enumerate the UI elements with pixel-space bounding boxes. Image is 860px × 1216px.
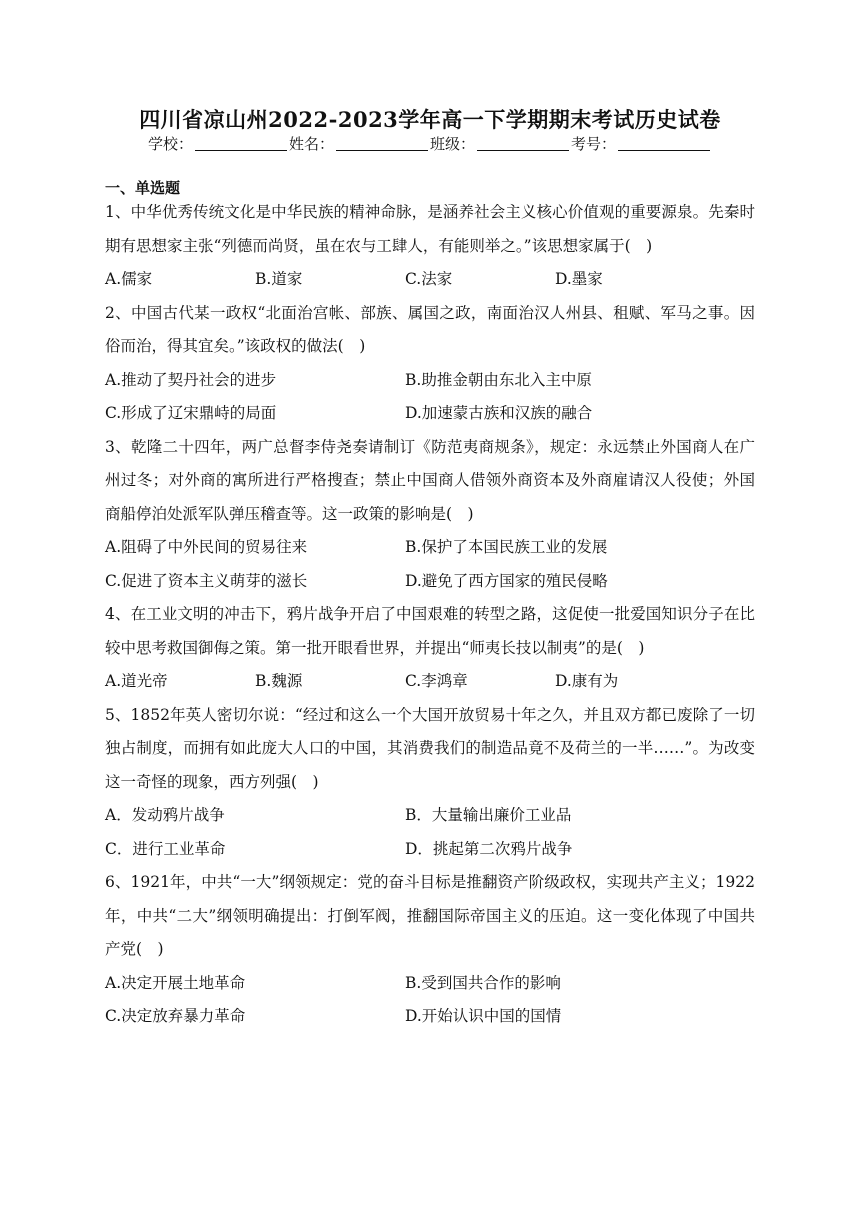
school-blank xyxy=(195,136,287,151)
question-stem: 3、乾隆二十四年，两广总督李侍尧奏请制订《防范夷商规条》，规定：永远禁止外国商人在广州过冬；对外商的寓所进行严格搜查；禁止中国商人借领外商资本及外商雇请汉人役使；外国商船停泊处派军队弹压稽查等。这一政策的影响是( ) xyxy=(105,437,755,523)
options-row xyxy=(105,967,755,1001)
options-row xyxy=(105,799,755,833)
school-label: 学校： xyxy=(147,135,193,153)
exam-title: 四川省凉山州2022-2023学年高一下学期期末考试历史试卷 xyxy=(139,107,721,132)
question-list xyxy=(105,196,755,1034)
option-c: C．进行工业革命 xyxy=(105,839,226,858)
option-a: A.道光帝 xyxy=(105,672,168,690)
option-d: D.加速蒙古族和汉族的融合 xyxy=(405,404,593,422)
question-3 xyxy=(105,431,755,599)
name-label: 姓名： xyxy=(288,135,334,153)
option-c: C.决定放弃暴力革命 xyxy=(105,1007,246,1025)
option-c: C.法家 xyxy=(405,270,453,288)
question-6 xyxy=(105,866,755,1034)
options-row xyxy=(105,565,755,599)
option-d: D．挑起第二次鸦片战争 xyxy=(405,839,573,858)
option-d: D.墨家 xyxy=(555,270,603,288)
class-blank xyxy=(477,136,569,151)
option-d: D.康有为 xyxy=(555,672,619,690)
exam-number-blank xyxy=(618,136,710,151)
option-c: C.李鸿章 xyxy=(405,672,468,690)
student-info-line xyxy=(0,133,860,154)
option-b: B.保护了本国民族工业的发展 xyxy=(405,538,608,556)
question-2 xyxy=(105,297,755,431)
option-b: B.魏源 xyxy=(255,672,303,690)
question-stem: 6、1921年，中共“一大”纲领规定：党的奋斗目标是推翻资产阶级政权，实现共产主义；1922年，中共“二大”纲领明确提出：打倒军阀，推翻国际帝国主义的压迫。这一变化体现了中国共产党( ) xyxy=(105,873,755,958)
exam-number-label: 考号： xyxy=(571,135,617,153)
option-b: B.受到国共合作的影响 xyxy=(405,973,561,992)
option-d: D.避免了西方国家的殖民侵略 xyxy=(405,571,608,590)
option-a: A.儒家 xyxy=(105,270,153,288)
options-row xyxy=(105,665,755,699)
option-b: B.助推金朝由东北入主中原 xyxy=(405,370,592,389)
options-row xyxy=(105,833,755,867)
option-a: A.阻碍了中外民间的贸易往来 xyxy=(105,538,308,556)
option-a: A.决定开展土地革命 xyxy=(105,973,246,992)
question-stem: 4、在工业文明的冲击下，鸦片战争开启了中国艰难的转型之路，这促使一批爱国知识分子在比较中思考救国御侮之策。第一批开眼看世界，并提出“师夷长技以制夷”的是( ) xyxy=(105,605,755,657)
option-b: B．大量输出廉价工业品 xyxy=(405,806,572,824)
question-1 xyxy=(105,196,755,297)
option-b: B.道家 xyxy=(255,270,303,288)
question-5 xyxy=(105,699,755,867)
options-row xyxy=(105,1000,755,1034)
options-row xyxy=(105,364,755,398)
options-row xyxy=(105,263,755,297)
options-row xyxy=(105,531,755,565)
option-a: A.推动了契丹社会的进步 xyxy=(105,370,277,389)
question-4 xyxy=(105,598,755,699)
option-a: A．发动鸦片战争 xyxy=(105,806,225,824)
question-stem: 1、中华优秀传统文化是中华民族的精神命脉，是涵养社会主义核心价值观的重要源泉。先秦时期有思想家主张“列德而尚贤，虽在农与工肆人，有能则举之。”该思想家属于( ) xyxy=(105,203,755,255)
section-title: 一、单选题 xyxy=(105,179,181,197)
option-c: C.形成了辽宋鼎峙的局面 xyxy=(105,404,277,422)
name-blank xyxy=(336,136,428,151)
option-c: C.促进了资本主义萌芽的滋长 xyxy=(105,571,308,590)
question-stem: 2、中国古代某一政权“北面治宫帐、部族、属国之政，南面治汉人州县、租赋、军马之事。因俗而治，得其宜矣。”该政权的做法( ) xyxy=(105,303,755,355)
class-label: 班级： xyxy=(430,135,476,153)
option-d: D.开始认识中国的国情 xyxy=(405,1007,562,1025)
options-row xyxy=(105,397,755,431)
question-stem: 5、1852年英人密切尔说：“经过和这么一个大国开放贸易十年之久，并且双方都已废除了一切独占制度，而拥有如此庞大人口的中国，其消费我们的制造品竟不及荷兰的一半……”。为改变这一奇怪的现象，西方列强( ) xyxy=(105,705,755,791)
